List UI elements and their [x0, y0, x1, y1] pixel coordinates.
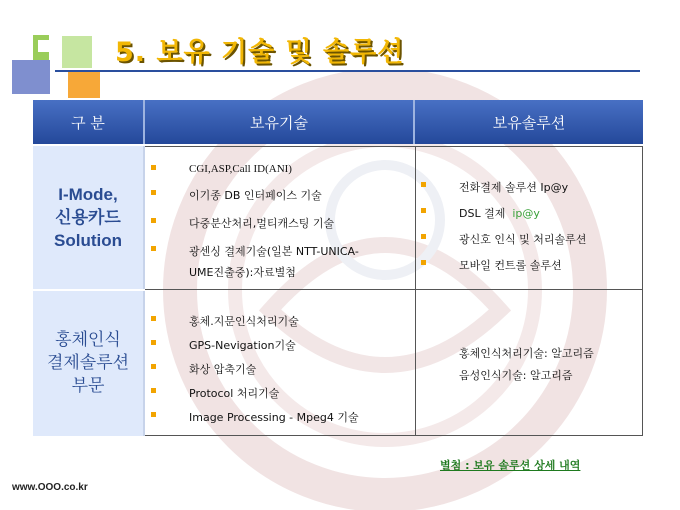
bullet-icon	[421, 208, 426, 213]
deco-divider	[58, 35, 62, 100]
technology-cell	[145, 291, 415, 436]
solution-list	[415, 179, 586, 273]
attachment-note-link[interactable]: 별첨 : 보유 솔루션 상세 내역	[440, 459, 581, 472]
page-title: 5. 보유 기술 및 솔루션	[115, 37, 405, 68]
category-line: 홍체인식	[55, 330, 121, 350]
category-cell	[33, 291, 145, 436]
title-underline	[55, 70, 640, 72]
bullet-icon	[151, 218, 156, 223]
bullet-icon	[151, 190, 156, 195]
category-line: 신용카드	[55, 208, 121, 227]
list-item: 홍체인식처리기술: 알고리즘	[459, 347, 594, 360]
deco-square-white	[38, 40, 50, 52]
table-rule	[415, 146, 416, 436]
category-line: I-Mode,	[58, 185, 118, 204]
ipay-link[interactable]: ip@y	[512, 207, 540, 220]
deco-square-orange	[68, 70, 100, 98]
bullet-icon	[151, 316, 156, 321]
list-item: DSL 결제 ip@y	[415, 205, 586, 221]
category-line: Solution	[54, 231, 122, 250]
table-rule	[145, 289, 643, 290]
header-technology: 보유기술	[145, 100, 415, 144]
list-item: 전화결제 솔루션 Ip@y	[415, 179, 586, 195]
footer-url: www.OOO.co.kr	[12, 482, 88, 493]
list-item: Protocol 처리기술	[145, 385, 359, 401]
tech-table	[33, 100, 643, 436]
list-item: 이기종 DB 인터페이스 기술	[145, 187, 359, 203]
list-item: Image Processing - Mpeg4 기술	[145, 409, 359, 425]
bullet-icon	[151, 364, 156, 369]
category-line: 결제솔루션	[46, 353, 130, 373]
list-item: CGI,ASP,Call ID(ANI)	[145, 162, 359, 175]
list-item: 다중분산처리,멀티캐스팅 기술	[145, 215, 359, 231]
list-item: 음성인식기술: 알고리즘	[459, 369, 573, 382]
list-item: 광신호 인식 및 처리솔루션	[415, 231, 586, 247]
solution-list	[415, 345, 594, 383]
bullet-icon	[151, 388, 156, 393]
solution-cell	[415, 146, 643, 289]
category-cell	[33, 146, 145, 289]
bullet-icon	[421, 234, 426, 239]
bullet-icon	[421, 260, 426, 265]
table-rule	[642, 146, 643, 436]
technology-cell	[145, 146, 415, 289]
list-item: 홍체.지문인식처리기술	[145, 313, 359, 329]
table-rule	[145, 146, 643, 147]
list-item: GPS-Nevigation기술	[145, 337, 359, 353]
table-rule	[145, 435, 643, 436]
technology-list	[145, 162, 359, 280]
bullet-icon	[151, 340, 156, 345]
list-item: 광센싱 결제기술(일본 NTT-UNICA-	[145, 243, 359, 259]
header-solution: 보유솔루션	[415, 100, 643, 144]
list-item: 모바일 컨트롤 솔루션	[415, 257, 586, 273]
bullet-icon	[151, 412, 156, 417]
solution-cell	[415, 291, 643, 436]
list-item: 화상 압축기술	[145, 361, 359, 377]
bullet-icon	[151, 246, 156, 251]
bullet-icon	[421, 182, 426, 187]
list-item-continued: UME진출중):자료별첨	[189, 266, 296, 279]
bullet-icon	[151, 165, 156, 170]
deco-square-blue	[12, 60, 50, 94]
header-category: 구 분	[33, 100, 145, 144]
technology-list	[145, 313, 359, 425]
deco-square-light-green	[62, 36, 92, 68]
category-line: 부문	[71, 376, 105, 396]
